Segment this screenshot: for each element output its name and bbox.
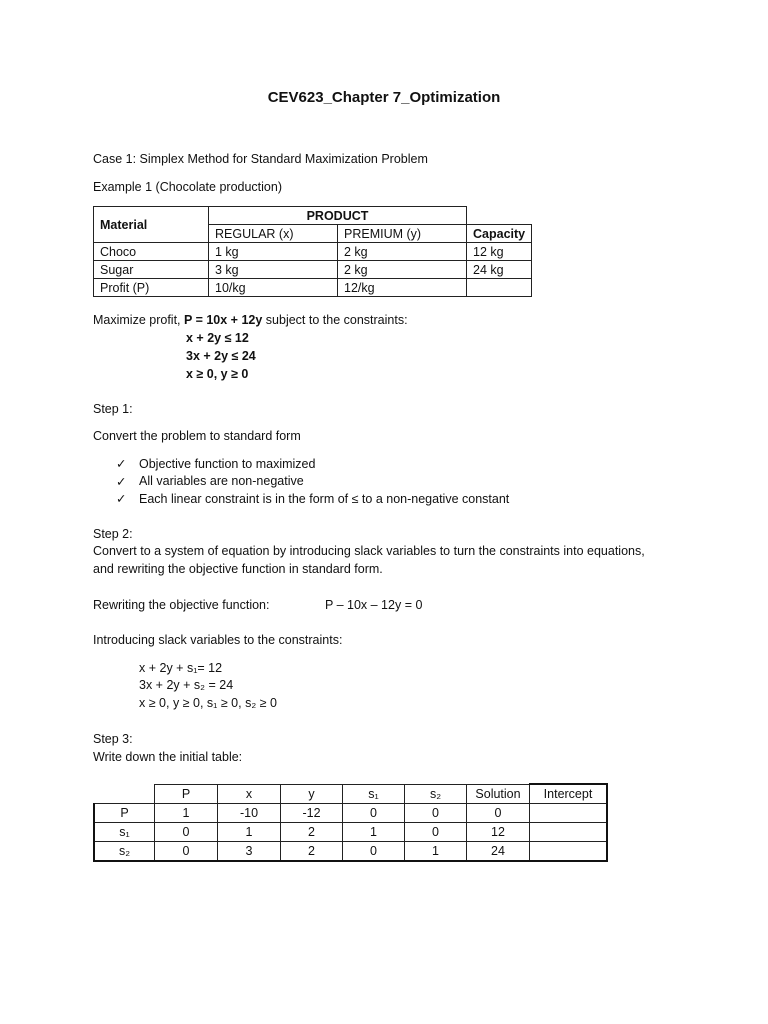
step2-line2: and rewriting the objective function in standard form. — [93, 562, 383, 576]
table-cell: 2 — [281, 823, 343, 842]
premium-header: PREMIUM (y) — [338, 225, 467, 243]
capacity-cell: 12 kg — [467, 243, 532, 261]
checkmark-icon: ✓ — [116, 492, 127, 506]
check-item: Objective function to maximized — [139, 457, 316, 471]
step1-text: Convert the problem to standard form — [93, 429, 301, 443]
table-cell — [530, 823, 608, 842]
slack-label: Introducing slack variables to the constraints: — [93, 633, 343, 647]
material-cell: Choco — [94, 243, 209, 261]
regular-cell: 1 kg — [209, 243, 338, 261]
regular-cell: 10/kg — [209, 279, 338, 297]
product-header: PRODUCT — [209, 207, 467, 225]
table-row — [94, 804, 607, 823]
maximize-statement — [93, 313, 408, 327]
column-header: Intercept — [530, 784, 608, 804]
checkmark-icon: ✓ — [116, 457, 127, 471]
slack-equation-3: x ≥ 0, y ≥ 0, s₁ ≥ 0, s₂ ≥ 0 — [139, 696, 277, 710]
table-cell: 24 — [467, 842, 530, 862]
empty-cell — [94, 784, 155, 804]
table-cell: 0 — [405, 804, 467, 823]
table-cell: 3 — [218, 842, 281, 862]
regular-cell: 3 kg — [209, 261, 338, 279]
table-row — [94, 823, 607, 842]
table-cell: 2 — [281, 842, 343, 862]
table-cell — [530, 804, 608, 823]
checkmark-icon: ✓ — [116, 475, 127, 489]
table-cell: 0 — [343, 804, 405, 823]
table-cell: 1 — [405, 842, 467, 862]
table-row — [94, 261, 532, 279]
table-cell: -10 — [218, 804, 281, 823]
constraint-2: 3x + 2y ≤ 24 — [186, 349, 256, 363]
case-heading: Case 1: Simplex Method for Standard Maximization Problem — [93, 152, 428, 166]
capacity-header: Capacity — [467, 225, 532, 243]
slack-equation-1: x + 2y + s₁= 12 — [139, 661, 223, 675]
table-cell: -12 — [281, 804, 343, 823]
table-cell: 12 — [467, 823, 530, 842]
column-header: s₁ — [343, 784, 405, 804]
example-heading: Example 1 (Chocolate production) — [93, 180, 282, 194]
column-header: P — [155, 784, 218, 804]
check-item: Each linear constraint is in the form of ≤ to a non-negative constant — [139, 492, 510, 506]
capacity-cell — [467, 279, 532, 297]
regular-header: REGULAR (x) — [209, 225, 338, 243]
table-cell: 0 — [343, 842, 405, 862]
maximize-prefix: Maximize profit, — [93, 313, 184, 327]
constraint-1: x + 2y ≤ 12 — [186, 331, 249, 345]
constraint-3: x ≥ 0, y ≥ 0 — [186, 367, 249, 381]
rewrite-equation: P – 10x – 12y = 0 — [325, 598, 423, 612]
table-cell: 0 — [155, 823, 218, 842]
table-cell: 0 — [405, 823, 467, 842]
empty-cell — [467, 207, 532, 225]
capacity-cell: 24 kg — [467, 261, 532, 279]
maximize-suffix: subject to the constraints: — [262, 313, 408, 327]
row-label: P — [94, 804, 155, 823]
table-row — [94, 279, 532, 297]
material-cell: Sugar — [94, 261, 209, 279]
premium-cell: 12/kg — [338, 279, 467, 297]
table-cell: 0 — [467, 804, 530, 823]
table-cell: 1 — [155, 804, 218, 823]
step3-text: Write down the initial table: — [93, 750, 243, 764]
column-header: y — [281, 784, 343, 804]
step1-label: Step 1: — [93, 402, 133, 416]
row-label: s₂ — [94, 842, 155, 862]
table-cell — [530, 842, 608, 862]
check-item: All variables are non-negative — [139, 474, 304, 488]
initial-simplex-table — [93, 783, 608, 862]
slack-equation-2: 3x + 2y + s₂ = 24 — [139, 678, 234, 692]
step2-line1: Convert to a system of equation by introducing slack variables to turn the constraints into equations, — [93, 544, 645, 558]
row-label: s₁ — [94, 823, 155, 842]
page-title: CEV623_Chapter 7_Optimization — [267, 89, 501, 106]
table-cell: 1 — [218, 823, 281, 842]
premium-cell: 2 kg — [338, 243, 467, 261]
table-row — [94, 243, 532, 261]
material-table — [93, 206, 532, 297]
column-header: s₂ — [405, 784, 467, 804]
table-cell: 0 — [155, 842, 218, 862]
objective-function: P = 10x + 12y — [184, 313, 263, 327]
table-row — [94, 842, 607, 862]
material-header: Material — [94, 207, 209, 243]
column-header: Solution — [467, 784, 530, 804]
column-header: x — [218, 784, 281, 804]
material-cell: Profit (P) — [94, 279, 209, 297]
table-cell: 1 — [343, 823, 405, 842]
step2-label: Step 2: — [93, 527, 133, 541]
rewrite-label: Rewriting the objective function: — [93, 598, 270, 612]
step3-label: Step 3: — [93, 732, 133, 746]
premium-cell: 2 kg — [338, 261, 467, 279]
